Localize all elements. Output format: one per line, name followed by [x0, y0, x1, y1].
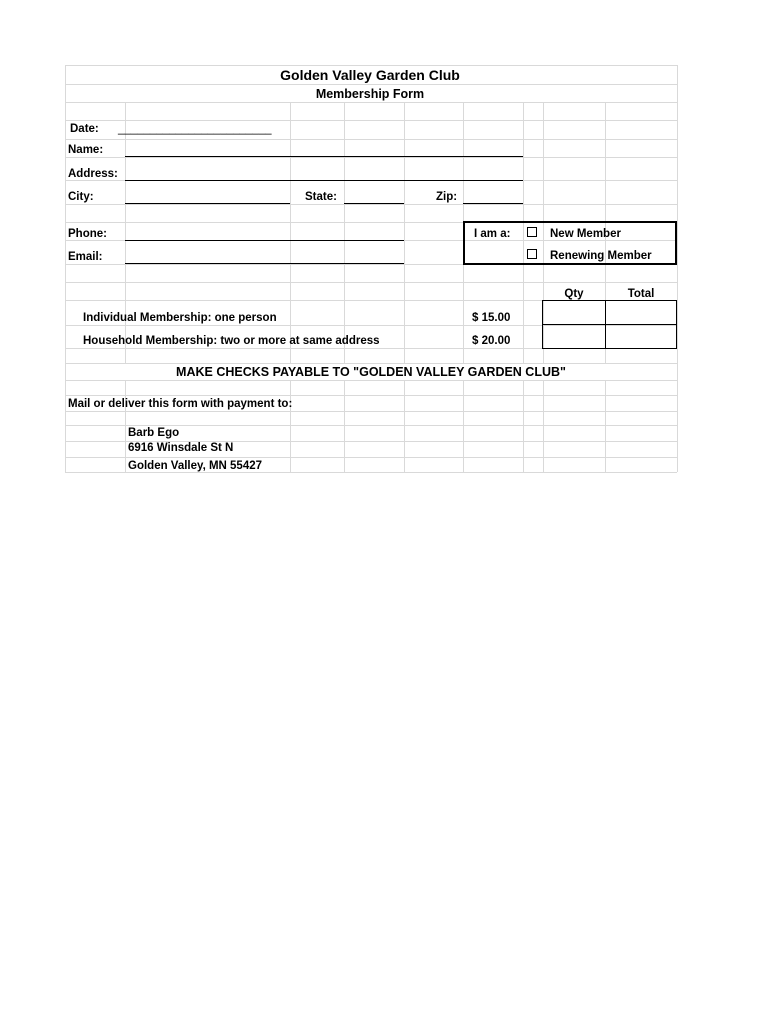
total-header: Total: [627, 288, 655, 300]
new-member-label: New Member: [550, 228, 621, 240]
renewing-member-label: Renewing Member: [550, 250, 652, 262]
individual-membership-label: Individual Membership: one person: [83, 312, 277, 324]
grid-row-line: [65, 380, 677, 381]
checks-payable-banner: MAKE CHECKS PAYABLE TO "GOLDEN VALLEY GARDEN CLUB": [176, 365, 566, 379]
name-field[interactable]: [125, 156, 523, 157]
form-title: Golden Valley Garden Club: [280, 67, 460, 83]
grid-row-line: [65, 120, 677, 121]
grid-row-line: [65, 157, 677, 158]
mail-address-line-1: Barb Ego: [128, 427, 180, 439]
email-field[interactable]: [125, 263, 404, 264]
date-label: Date:: [70, 123, 99, 135]
grid-column-line: [677, 65, 678, 472]
individual-qty-cell[interactable]: [542, 300, 606, 325]
state-field[interactable]: [344, 203, 404, 204]
grid-row-line: [65, 395, 677, 396]
email-label: Email:: [68, 251, 103, 263]
city-label: City:: [68, 191, 94, 203]
mail-instruction: Mail or deliver this form with payment to:: [68, 398, 293, 410]
zip-field[interactable]: [463, 203, 523, 204]
renewing-member-checkbox[interactable]: [527, 249, 537, 259]
member-type-label: I am a:: [474, 228, 511, 240]
household-membership-price: $ 20.00: [472, 335, 511, 347]
zip-label: Zip:: [436, 191, 458, 203]
household-qty-cell[interactable]: [542, 324, 606, 349]
grid-row-line: [65, 457, 677, 458]
mail-address-line-2: 6916 Winsdale St N: [128, 442, 234, 454]
new-member-checkbox[interactable]: [527, 227, 537, 237]
phone-label: Phone:: [68, 228, 107, 240]
qty-header: Qty: [564, 288, 584, 300]
name-label: Name:: [68, 144, 104, 156]
individual-membership-price: $ 15.00: [472, 312, 511, 324]
address-label: Address:: [68, 168, 118, 180]
state-label: State:: [305, 191, 337, 203]
grid-row-line: [65, 102, 677, 103]
household-total-cell[interactable]: [605, 324, 677, 349]
mail-address-line-3: Golden Valley, MN 55427: [128, 460, 263, 472]
phone-field[interactable]: [125, 240, 404, 241]
grid-row-line: [65, 282, 677, 283]
grid-row-line: [65, 411, 677, 412]
address-field[interactable]: [125, 180, 523, 181]
grid-row-line: [65, 204, 677, 205]
individual-total-cell[interactable]: [605, 300, 677, 325]
date-blank[interactable]: ________________________: [118, 123, 272, 135]
city-field[interactable]: [125, 203, 290, 204]
grid-row-line: [65, 139, 677, 140]
form-subtitle: Membership Form: [315, 87, 425, 101]
household-membership-label: Household Membership: two or more at same address: [83, 335, 380, 347]
